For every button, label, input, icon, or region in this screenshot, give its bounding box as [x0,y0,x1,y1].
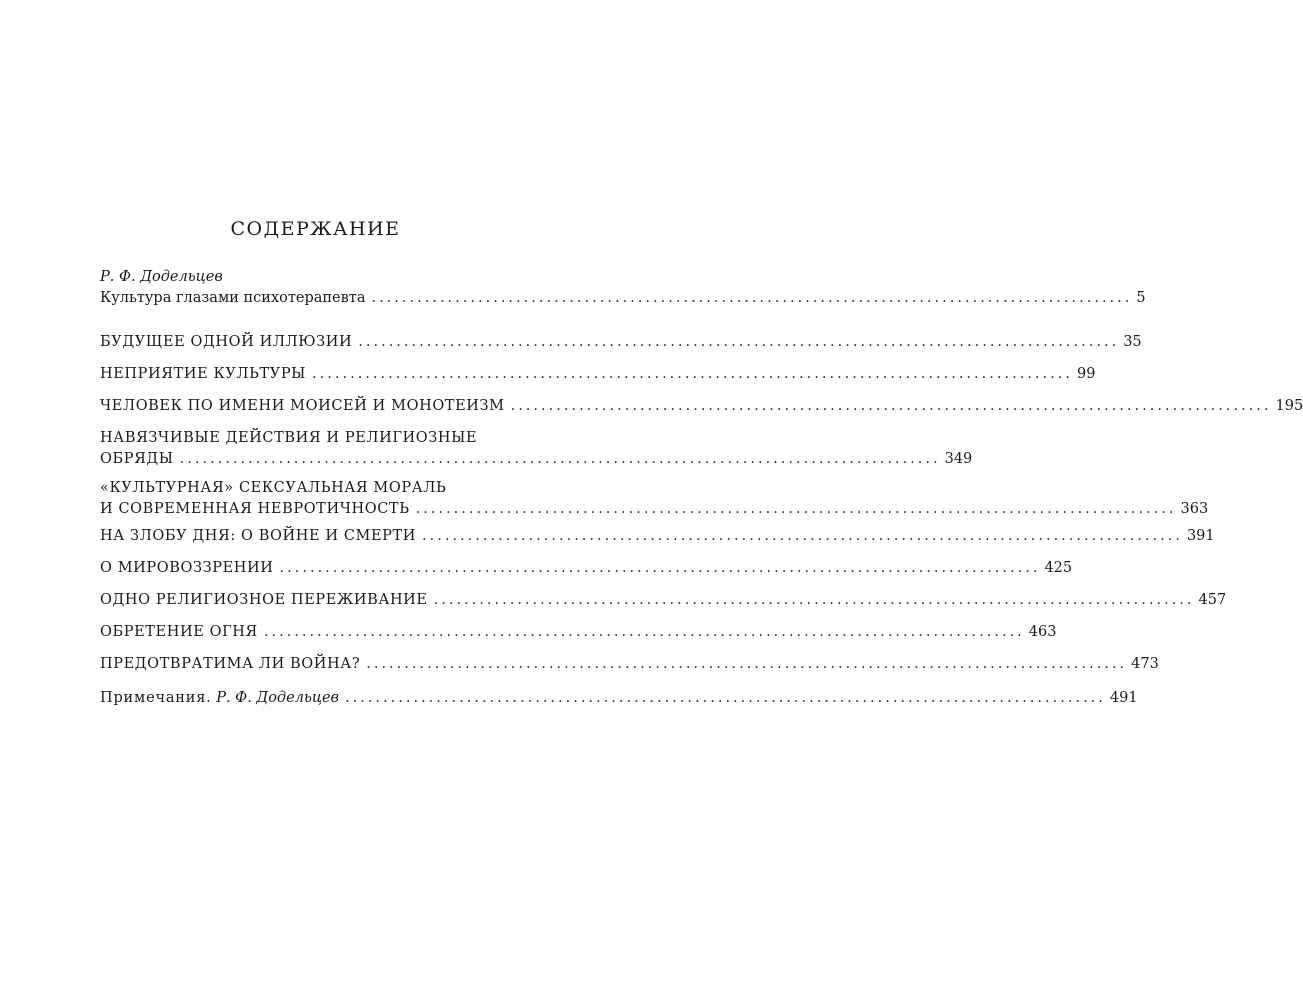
dot-leader: .................................................................................................... [371,290,1133,306]
toc-entry-intro[interactable] [100,267,1146,309]
toc-entry-title: ЧЕЛОВЕК ПО ИМЕНИ МОИСЕЙ И МОНОТЕИЗМ [100,398,505,414]
toc-entry[interactable] [100,428,973,470]
toc-entry-page: 195 [1275,398,1303,414]
toc-entry-title-line: «КУЛЬТУРНАЯ» СЕКСУАЛЬНАЯ МОРАЛЬ [100,480,447,496]
dot-leader: .................................................................................................... [433,592,1195,608]
toc-entry[interactable] [100,622,1057,643]
toc-entry-page: 391 [1186,528,1215,544]
dot-leader: .................................................................................................... [344,690,1106,706]
dot-leader: .................................................................................................... [279,560,1041,576]
toc-entry-title: ПРЕДОТВРАТИМА ЛИ ВОЙНА? [100,656,361,672]
toc-entry-title-line: И СОВРЕМЕННАЯ НЕВРОТИЧНОСТЬ [100,501,410,517]
toc-entry-author: Р. Ф. Додельцев [100,269,223,285]
toc-entry-page: 425 [1044,560,1073,576]
toc-entry-page: 349 [944,451,973,467]
dot-leader: .................................................................................................... [422,528,1183,544]
toc-entry[interactable] [100,396,1303,417]
toc-entry-notes[interactable] [100,688,1138,709]
toc-entry-page: 491 [1109,690,1138,706]
notes-label: Примечания. [100,690,212,706]
toc-entry[interactable] [100,364,1096,385]
toc-entry-page: 35 [1123,334,1142,350]
toc-entry-page: 5 [1136,290,1146,306]
toc-entry[interactable] [100,590,1227,611]
toc-entry-title: НА ЗЛОБУ ДНЯ: О ВОЙНЕ И СМЕРТИ [100,528,417,544]
toc-entry-title-line: ОБРЯДЫ [100,451,174,467]
toc-entry-title: ОДНО РЕЛИГИОЗНОЕ ПЕРЕЖИВАНИЕ [100,592,428,608]
toc-entry-page: 363 [1180,501,1209,517]
dot-leader: .................................................................................................... [263,624,1025,640]
dot-leader: .................................................................................................... [415,501,1177,517]
toc-entry-title: ОБРЕТЕНИЕ ОГНЯ [100,624,258,640]
toc-entry-title: О МИРОВОЗЗРЕНИИ [100,560,274,576]
page-title: СОДЕРЖАНИЕ [230,218,401,240]
dot-leader: .................................................................................................... [358,334,1120,350]
dot-leader: .................................................................................................... [312,366,1073,382]
dot-leader: .................................................................................................... [510,398,1272,414]
toc-entry-page: 457 [1198,592,1227,608]
table-of-contents [100,267,1303,706]
toc-entry[interactable] [100,526,1215,547]
notes-author: Р. Ф. Додельцев [216,690,339,706]
toc-entry-title-line: НАВЯЗЧИВЫЕ ДЕЙСТВИЯ И РЕЛИГИОЗНЫЕ [100,430,478,446]
toc-entry[interactable] [100,558,1073,579]
toc-entry[interactable] [100,332,1142,353]
toc-entry[interactable] [100,654,1159,675]
dot-leader: .................................................................................................... [366,656,1128,672]
dot-leader: .................................................................................................... [179,451,941,467]
toc-entry[interactable] [100,478,1209,520]
toc-entry-page: 473 [1131,656,1159,672]
toc-entry-page: 99 [1076,366,1096,382]
toc-entry-page: 463 [1028,624,1057,640]
toc-entry-title: Культура глазами психотерапевта [100,290,366,306]
toc-entry-title: БУДУЩЕЕ ОДНОЙ ИЛЛЮЗИИ [100,334,353,350]
toc-entry-title: НЕПРИЯТИЕ КУЛЬТУРЫ [100,366,307,382]
